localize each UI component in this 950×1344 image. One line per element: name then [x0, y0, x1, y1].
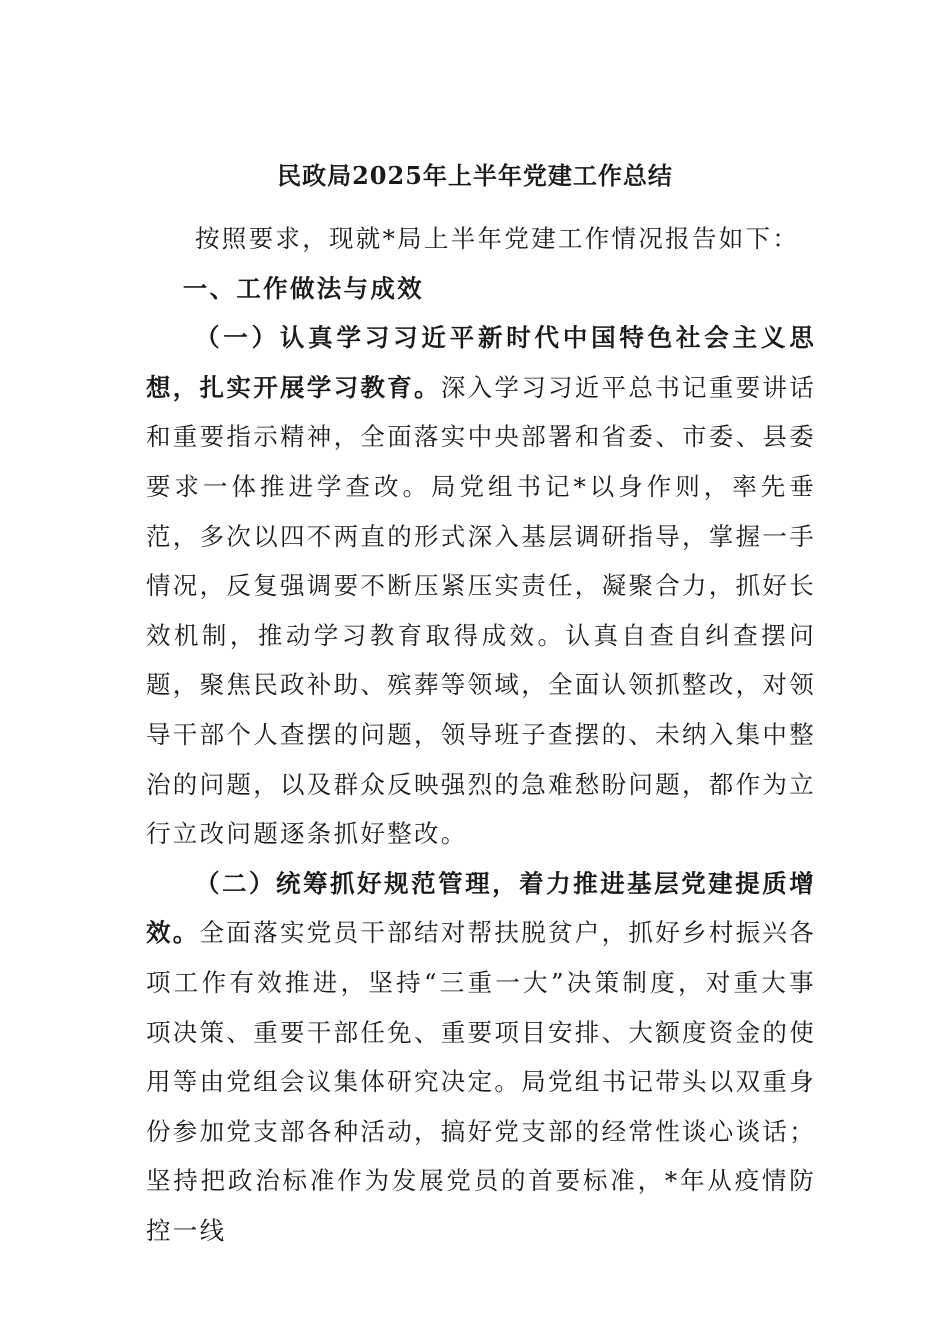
intro-paragraph: 按照要求，现就*局上半年党建工作情况报告如下：: [195, 224, 800, 253]
item-2-paragraph: [146, 859, 816, 1256]
item-1-lead: （一）认真学习习近平新时代中国特色社会主义思想，扎实开展学习教育。: [146, 323, 816, 402]
item-1-body: 深入学习习近平总书记重要讲话和重要指示精神，全面落实中央部署和省委、市委、县委要求一体推进学查改。局党组书记*以身作则，率先垂范，多次以四不两直的形式深入基层调研指导，掌握一手情况，反复强调要不断压紧压实责任，凝聚合力，抓好长效机制，推动学习教育取得成效。认真自查自纠查摆问题，聚焦民政补助、殡葬等领域，全面认领抓整改，对领导干部个人查摆的问题，领导班子查摆的、未纳入集中整治的问题，以及群众反映强烈的急难愁盼问题，都作为立行立改问题逐条抓好整改。: [146, 372, 817, 849]
document-title: 民政局2025年上半年党建工作总结: [277, 161, 673, 190]
document-body: [146, 214, 816, 1255]
item-1-paragraph: [146, 313, 816, 859]
item-2-body: 全面落实党员干部结对帮扶脱贫户，抓好乡村振兴各项工作有效推进，坚持“三重一大”决策制度，对重大事项决策、重要干部任免、重要项目安排、大额度资金的使用等由党组会议集体研究决定。局党组书记带头以双重身份参加党支部各种活动，搞好党支部的经常性谈心谈话；坚持把政治标准作为发展党员的首要标准，*年从疫情防控一线: [146, 918, 817, 1245]
item-2-lead: （二）统筹抓好规范管理，着力推进基层党建提质增效。: [146, 868, 816, 948]
section-1-heading: 一、工作做法与成效: [182, 273, 424, 303]
